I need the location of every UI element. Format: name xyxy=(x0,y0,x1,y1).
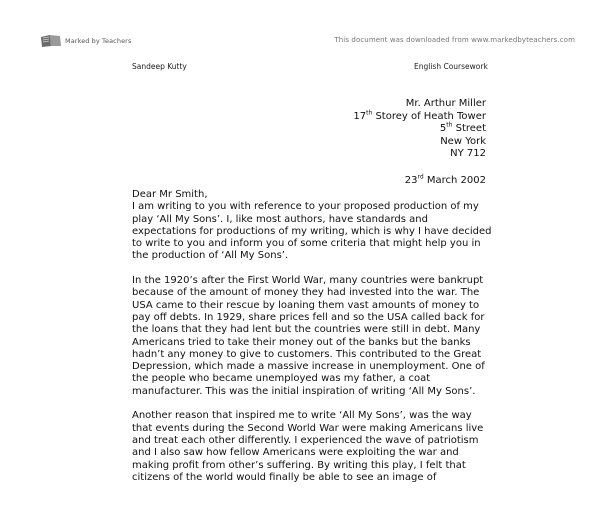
course-title: English Coursework xyxy=(414,62,488,71)
address-name: Mr. Arthur Miller xyxy=(405,98,486,109)
recipient-address xyxy=(353,98,486,161)
letter-body xyxy=(132,189,492,496)
address-zip: NY 712 xyxy=(450,148,486,159)
address-line-2: 5th Street xyxy=(439,121,486,134)
paragraph: In the 1920’s after the First World War, many countries were bankrupt because of the amount of money they had invested into the war. The USA came to their rescue by loaning them vast amounts of money to pay off debts. In 1929, share prices fell and so the USA called back for the loans that they had lent but the countries were still in debt. Many Americans tried to take their money out of the banks but the banks hadn’t any money to give to customers. This contributed to the Great Depression, which made a massive increase in unemployment. One of the people who became unemployed was my father, a coat manufacturer. This was the initial inspiration of writing ‘All My Sons’. xyxy=(132,275,485,397)
paragraph: Another reason that inspired me to write ‘All My Sons’, was the way that events during the Second World War were making Americans live and treat each other differently. I experienced the wave of patriotism and I also saw how fellow Americans were exploiting the war and making profit from other’s suffering. By writing this play, I felt that citizens of the world would finally be able to see an image of xyxy=(132,410,484,483)
salutation: Dear Mr Smith, xyxy=(132,189,208,200)
book-icon xyxy=(40,34,62,48)
brand-name: Marked by Teachers xyxy=(65,37,132,45)
address-city: New York xyxy=(440,135,486,147)
brand-logo[interactable] xyxy=(40,34,131,48)
address-line-1: 17th Storey of Heath Tower xyxy=(353,109,486,122)
download-notice: This document was downloaded from www.markedbyteachers.com xyxy=(334,36,575,44)
document-header-bar xyxy=(0,0,612,52)
author-name: Sandeep Kutty xyxy=(132,62,187,71)
letter-date: 23rd March 2002 xyxy=(404,173,486,186)
paragraph: I am writing to you with reference to your proposed production of my play ‘All My Sons’. I, like most authors, have standards and expectations for productions of my writing, which is why I have decided to write to you and inform you of some criteria that might help you in the production of ‘All My Sons’. xyxy=(132,201,492,262)
